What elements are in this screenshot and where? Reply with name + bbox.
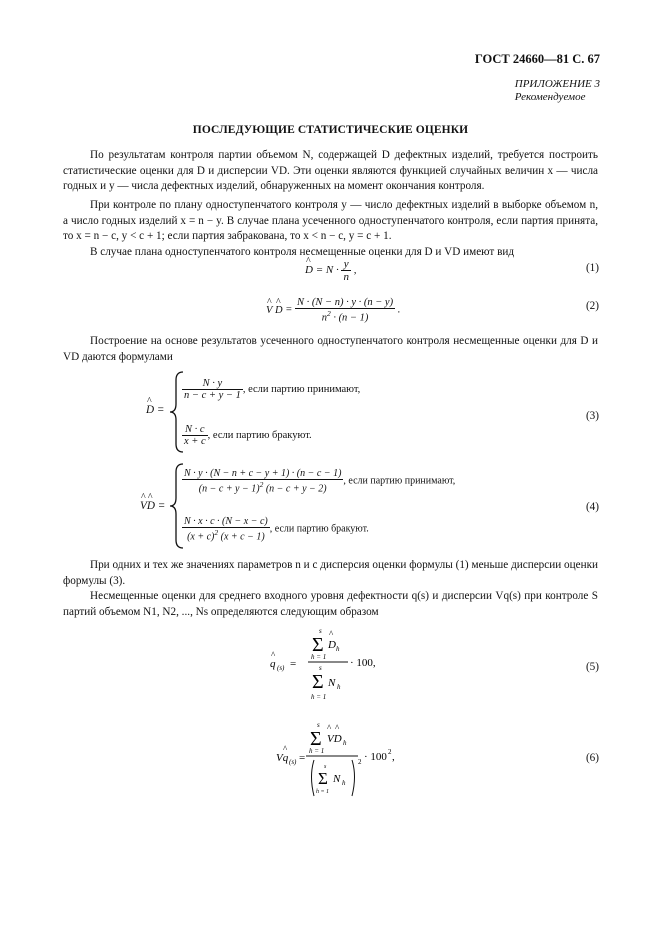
svg-text:Σ: Σ — [312, 671, 324, 693]
paragraph-4: Построение на основе результатов усеченного одноступенчатого контроля несмещенные оценки для D и VD даются формулами — [63, 335, 598, 363]
equation-number-4: (4) — [585, 501, 599, 513]
equation-number-3: (3) — [585, 410, 599, 422]
svg-text:s: s — [319, 627, 322, 635]
svg-text:^: ^ — [329, 629, 334, 639]
formula-3-reject: $\frac{N \cdot c}{x + c}$ , если партию бракуют. — [184, 424, 312, 447]
svg-text:^: ^ — [327, 723, 332, 733]
svg-text:(s): (s) — [289, 758, 297, 766]
formula-4-lhs: ^ V^ D = — [140, 500, 165, 512]
svg-text:h: h — [342, 779, 346, 787]
svg-text:s: s — [324, 764, 327, 770]
formula-4-reject: $\frac{N \cdot x \cdot c \cdot (N - x - c)}{(x + c)^2 (x + c - 1)}$ , если партию бракуют. — [184, 516, 369, 543]
paragraph-5: При одних и тех же значениях параметров n и c дисперсия оценки формулы (1) меньше дисперсии оценки формулы (3). — [63, 559, 598, 587]
paragraph-plan — [63, 198, 598, 260]
formula-2: ^ V ^ D = $\frac{N \cdot (N - n) \cdot y \cdot (n - y)}{n^2 \cdot (n - 1)}$ . — [266, 297, 400, 324]
formula-5 — [270, 622, 390, 702]
equation-number-6: (6) — [585, 752, 599, 764]
svg-text:(s): (s) — [277, 664, 285, 672]
formula-1: ^ D = N · $\frac{y}{n}$ , — [305, 258, 356, 283]
svg-text:=: = — [299, 752, 306, 764]
svg-text:^: ^ — [271, 650, 276, 660]
appendix-label: ПРИЛОЖЕНИЕ 3 — [514, 78, 600, 90]
svg-text:2: 2 — [358, 758, 362, 766]
appendix-status: Рекомендуемое — [514, 91, 586, 103]
svg-text:h = 1: h = 1 — [316, 789, 330, 795]
document-header: ГОСТ 24660—81 С. 67 — [474, 52, 600, 66]
appendix-block — [515, 78, 600, 104]
svg-text:q: q — [270, 658, 276, 670]
svg-text:^: ^ — [283, 744, 288, 754]
equation-number-2: (2) — [585, 300, 599, 312]
svg-text:h: h — [343, 739, 347, 747]
svg-text:N: N — [333, 773, 341, 785]
section-title: ПОСЛЕДУЮЩИЕ СТАТИСТИЧЕСКИЕ ОЦЕНКИ — [192, 124, 469, 136]
formula-3-accept: $\frac{N \cdot y}{n - c + y - 1}$ , если партию принимают, — [184, 378, 361, 401]
svg-text:VD: VD — [327, 733, 342, 745]
formula-4-accept: $\frac{N \cdot y \cdot (N - n + c - y + 1) \cdot (n - c - 1)}{(n - c + y - 1)^2 (n - c + y - 2)}$ , если партию принимают, — [184, 468, 456, 495]
paragraph-6: Несмещенные оценки для среднего входного уровня дефектности q(s) и дисперсии Vq(s) при контроле S партий объемом N1, N2, ..., Ns определяются следующим образом — [63, 590, 598, 618]
svg-text:2: 2 — [388, 748, 392, 756]
svg-text:· 100: · 100 — [364, 751, 387, 763]
paragraph-1: По результатам контроля партии объемом N, содержащей D дефектных изделий, требуется построить статистические оценки для D и дисперсии VD. Эти оценки являются функцией случайных величин x — числа годных и y — числа дефектных изделий, обнаруженных на момент окончания контроля. — [63, 149, 598, 192]
svg-text:h = 1: h = 1 — [309, 747, 325, 755]
svg-text:,: , — [392, 751, 395, 763]
svg-text:D: D — [328, 639, 336, 651]
equation-number-5: (5) — [585, 661, 599, 673]
svg-text:h = 1: h = 1 — [311, 693, 327, 701]
equation-number-1: (1) — [585, 262, 599, 274]
svg-text:=: = — [290, 658, 297, 670]
paragraph-variance — [63, 558, 598, 620]
formula-3-lhs: ^ D = — [146, 404, 164, 416]
paragraph-2: При контроле по плану одноступенчатого контроля y — число дефектных изделий в выборке объемом n, а число годных изделий x = n − y. В случае плана усеченного одноступенчатого контроля, если партия принята, то x = n − c, y < c + 1; если партия забракована, то x < n − c, y = c + 1. — [63, 199, 598, 242]
svg-text:Σ: Σ — [312, 634, 324, 656]
svg-text:^: ^ — [335, 723, 340, 733]
paragraph-truncated — [63, 334, 598, 365]
svg-text:s: s — [317, 721, 320, 729]
svg-text:Σ: Σ — [310, 728, 322, 750]
paragraph-3: В случае плана одноступенчатого контроля несмещенные оценки для D и VD имеют вид — [90, 245, 515, 258]
svg-text:· 100,: · 100, — [350, 657, 376, 669]
svg-text:Σ: Σ — [318, 769, 328, 788]
svg-text:N: N — [328, 677, 336, 689]
svg-text:h: h — [337, 683, 341, 691]
svg-text:h = 1: h = 1 — [311, 653, 327, 661]
svg-text:h: h — [336, 645, 340, 653]
paragraph-intro — [63, 148, 598, 195]
svg-text:s: s — [319, 664, 322, 672]
svg-text:Vq: Vq — [276, 752, 289, 764]
formula-6 — [276, 716, 396, 800]
